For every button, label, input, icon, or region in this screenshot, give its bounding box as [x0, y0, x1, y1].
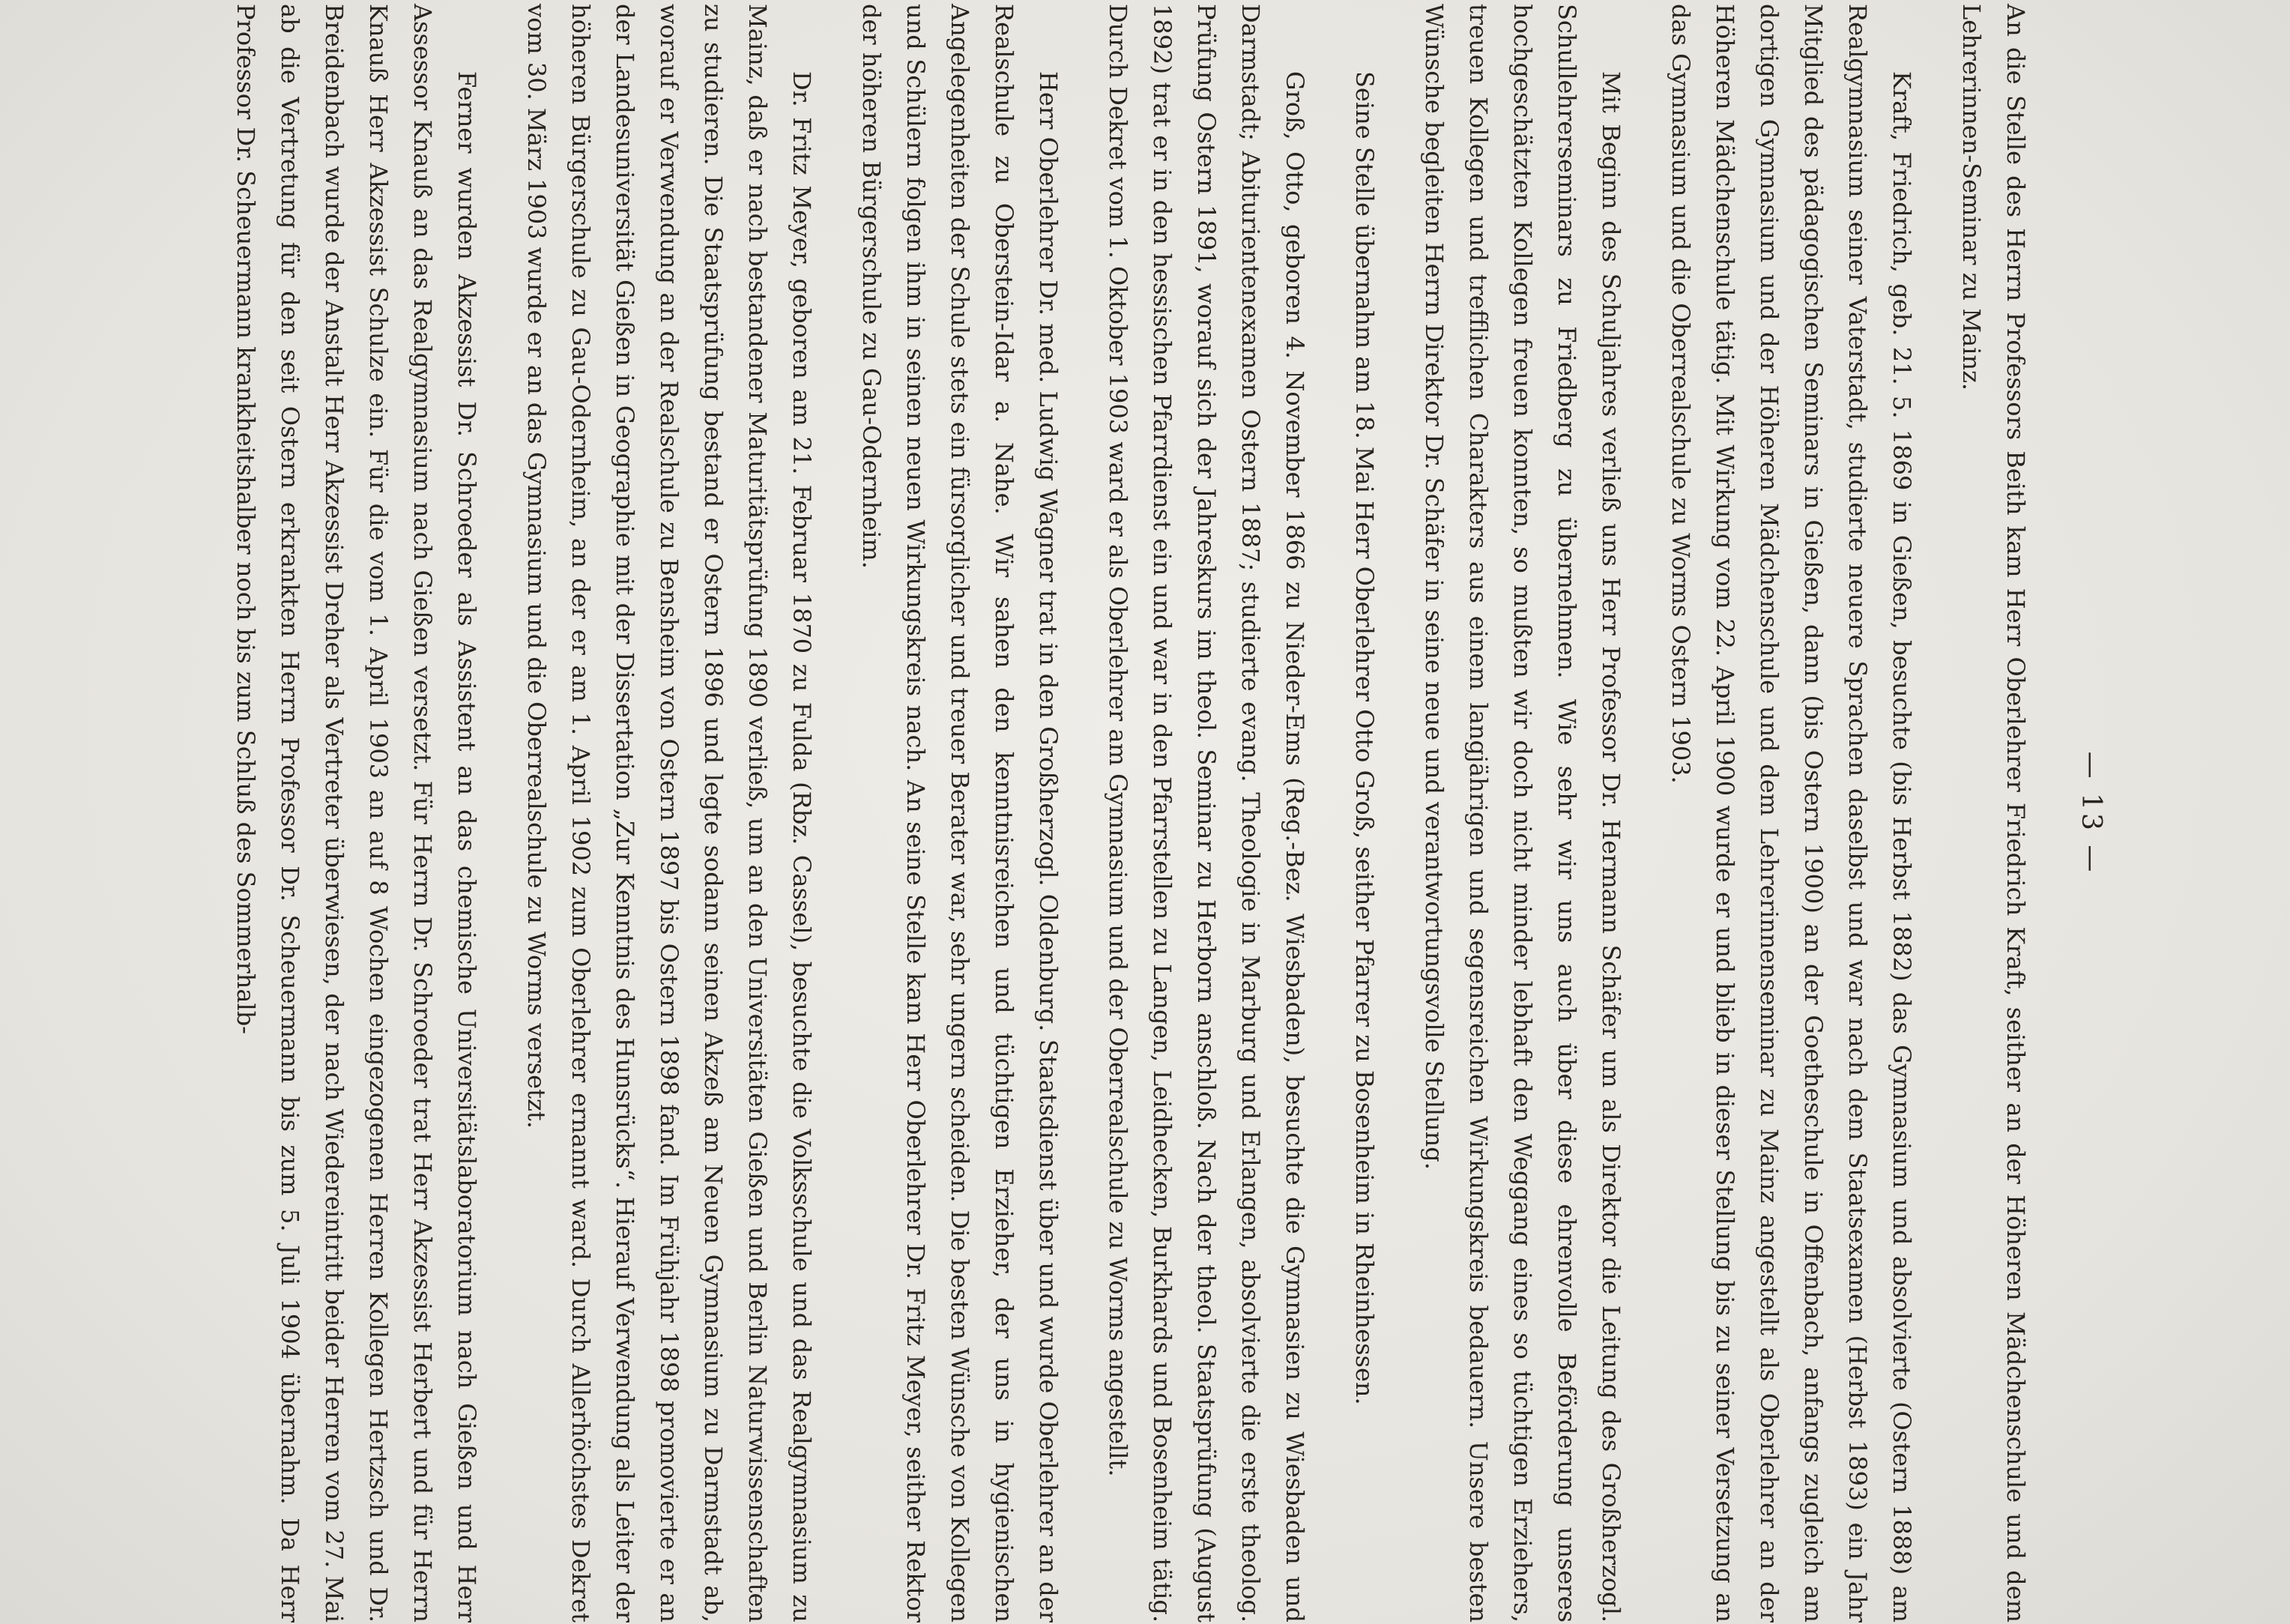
document-page	[202, 4, 2113, 1623]
paragraph-gross-biography: Groß, Otto, geboren 4. November 1866 zu Nieder-Ems (Reg.-Bez. Wiesbaden), besuchte die Gymnasien zu Wiesbaden und Darmstadt; Abiturientenexamen Ostern 1887; studierte evang. Theologie in Marburg und Erlangen, absolvierte die erste theolog. Prüfung Ostern 1891, worauf sich der Jahreskurs im theol. Seminar zu Herborn anschloß. Nach der theol. Staatsprüfung (August 1892) trat er in den hessischen Pfarrdienst ein und war in den Pfarrstellen zu Langen, Leidhecken, Burkhards und Bosenheim tätig. Durch Dekret vom 1. Oktober 1903 ward er als Oberlehrer am Gymnasium und der Oberrealschule zu Worms angestellt.	[1104, 4, 1309, 1623]
page-number: — 13 —	[2076, 751, 2106, 875]
paragraph-schaefer-departure: Mit Beginn des Schuljahres verließ uns Herr Professor Dr. Hermann Schäfer um als Direktor die Leitung des Großherzogl. Schullehrerseminars zu Friedberg zu übernehmen. Wie sehr wir uns auch über diese ehrenvolle Beförderung unseres hochgeschätzten Kollegen freuen konnten, so mußten wir doch nicht minder lebhaft den Weggang eines so tüchtigen Erziehers, treuen Kollegen und trefflichen Charakters aus einem langjährigen und segensreichen Wirkungskreis bedauern. Unsere besten Wünsche begleiten Herrn Direktor Dr. Schäfer in seine neue und verantwortungsvolle Stellung.	[1420, 4, 1625, 1623]
paragraph-kraft-biography: Kraft, Friedrich, geb. 21. 5. 1869 in Gießen, besuchte (bis Herbst 1882) das Gymnasium und absolvierte (Ostern 1888) am Realgymnasium seiner Vaterstadt, studierte neuere Sprachen daselbst und war nach dem Staatsexamen (Herbst 1893) ein Jahr Mitglied des pädagogischen Seminars in Gießen, dann (bis Ostern 1900) an der Goetheschule in Offenbach, anfangs zugleich am dortigen Gymnasium und der Höheren Mädchenschule und dem Lehrerinnenseminar zu Mainz angestellt als Oberlehrer an der Höheren Mädchenschule tätig. Mit Wirkung vom 22. April 1900 wurde er und blieb in dieser Stellung bis zu seiner Versetzung an das Gymnasium und die Oberrealschule zu Worms Ostern 1903.	[1667, 4, 1916, 1623]
paragraph-meyer-biography: Dr. Fritz Meyer, geboren am 21. Februar 1870 zu Fulda (Rbz. Cassel), besuchte die Volksschule und das Realgymnasium zu Mainz, daß er nach bestandener Maturitätsprüfung 1890 verließ, um an den Universitäten Gießen und Berlin Naturwissenschaften zu studieren. Die Staatsprüfung bestand er Ostern 1896 und legte sodann seinen Akzeß am Neuen Gymnasium zu Darmstadt ab, worauf er Verwendung an der Realschule zu Bensheim von Ostern 1897 bis Ostern 1898 fand. Im Frühjahr 1898 promovierte er an der Landesuniversität Gießen in Geographie mit der Dissertation „Zur Kenntnis des Hunsrücks“. Hierauf Verwendung als Leiter der höheren Bürgerschule zu Gau-Odernheim, an der er am 1. April 1902 zum Oberlehrer ernannt ward. Durch Allerhöchstes Dekret vom 30. März 1903 wurde er an das Gymnasium und die Oberrealschule zu Worms versetzt.	[522, 4, 816, 1623]
paragraph-wagner-departure: Herr Oberlehrer Dr. med. Ludwig Wagner trat in den Großherzogl. Oldenburg. Staatsdienst über und wurde Oberlehrer an der Realschule zu Oberstein-Idar a. Nahe. Wir sahen den kenntnisreichen und tüchtigen Erzieher, der uns in hygienischen Angelegenheiten der Schule stets ein fürsorglicher und treuer Berater war, sehr ungern scheiden. Die besten Wünsche von Kollegen und Schülern folgen ihm in seinen neuen Wirkungskreis nach. An seine Stelle kam Herr Oberlehrer Dr. Fritz Meyer, seither Rektor der höheren Bürgerschule zu Gau-Odernheim.	[857, 4, 1063, 1623]
paragraph-gross-appointment: Seine Stelle übernahm am 18. Mai Herr Oberlehrer Otto Groß, seither Pfarrer zu Bosenheim in Rheinhessen.	[1350, 71, 1379, 1405]
paragraph-kraft-succession: An die Stelle des Herrn Professors Beith kam Herr Oberlehrer Friedrich Kraft, seither an der Höheren Mädchenschule und dem Lehrerinnen-Seminar zu Mainz.	[1957, 4, 2030, 1623]
paragraph-staff-transfers: Ferner wurden Akzessist Dr. Schroeder als Assistent an das chemische Universitätslaboratorium nach Gießen und Herr Assessor Knauß an das Realgymnasium nach Gießen versetzt. Für Herrn Dr. Schroeder trat Herr Akzessist Herbert und für Herrn Knauß Herr Akzessist Schulze ein. Für die vom 1. April 1903 an auf 8 Wochen eingezogenen Herren Kollegen Hertzsch und Dr. Breidenbach wurde der Anstalt Herr Akzessist Dreher als Vertreter überwiesen, der nach Wiedereintritt beider Herren vom 27. Mai ab die Vertretung für den seit Ostern erkrankten Herrn Professor Dr. Scheuermann bis zum 5. Juli 1904 übernahm. Da Herr Professor Dr. Scheuermann krankheitshalber noch bis zum Schluß des Sommerhalb-	[232, 4, 481, 1623]
